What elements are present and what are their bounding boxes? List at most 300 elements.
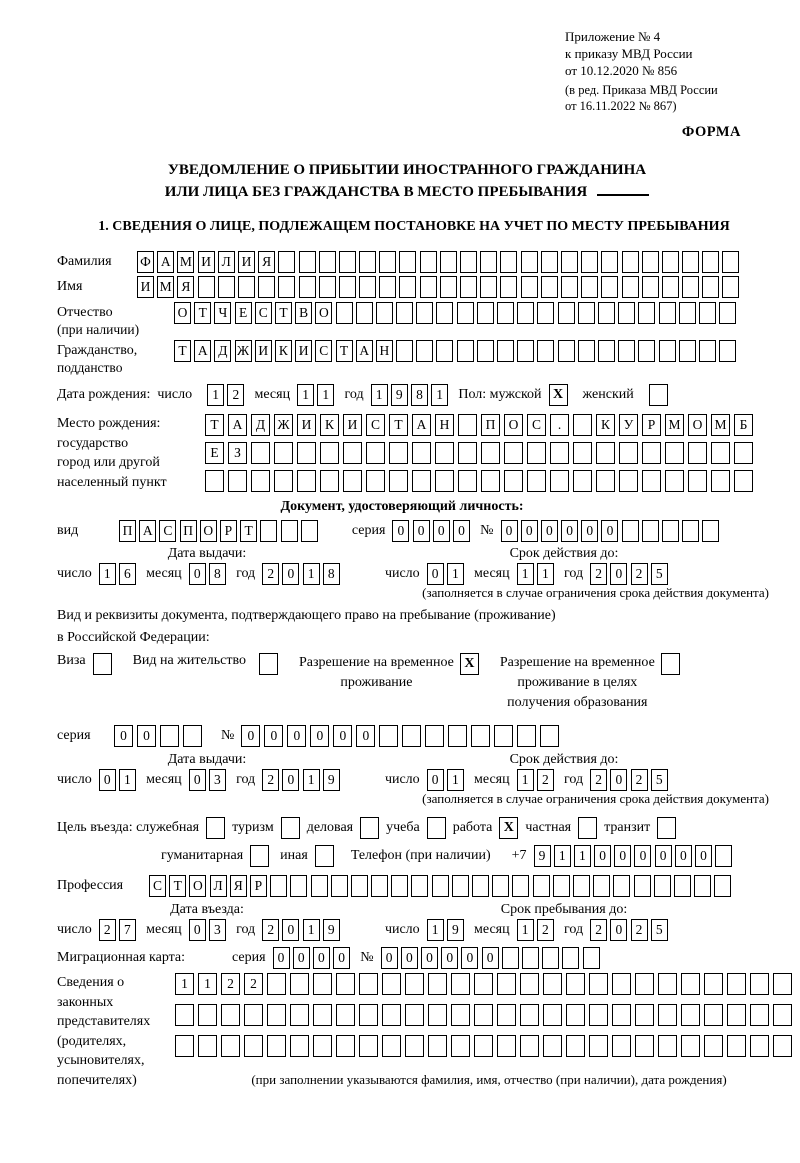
char-cell	[704, 1004, 723, 1026]
entry-year-cells	[262, 919, 343, 941]
char-cell	[702, 520, 719, 542]
char-cell	[504, 442, 523, 464]
permit-issue-month-cells	[189, 769, 229, 791]
char-cell	[596, 442, 615, 464]
char-cell: 0	[634, 845, 651, 867]
char-cell	[662, 276, 679, 298]
char-cell	[578, 340, 595, 362]
char-cell	[472, 875, 489, 897]
char-cell	[311, 875, 328, 897]
temp-residence-education-checkbox	[661, 653, 680, 675]
char-cell: А	[412, 414, 431, 436]
char-cell	[299, 251, 316, 273]
birth-month-cells	[297, 384, 337, 406]
char-cell	[581, 276, 598, 298]
char-cell	[175, 1035, 194, 1057]
char-cell	[704, 973, 723, 995]
char-cell: М	[711, 414, 730, 436]
char-cell	[359, 973, 378, 995]
valid-until-header: Срок действия до:	[509, 546, 619, 561]
char-cell: 0	[461, 947, 478, 969]
char-cell	[773, 1004, 792, 1026]
legal-rep-line3-cells	[175, 1035, 796, 1057]
purpose-business-label: деловая	[306, 820, 354, 835]
char-cell	[382, 1035, 401, 1057]
char-cell	[682, 276, 699, 298]
row-doc-dates-header	[57, 545, 796, 563]
char-cell: Ф	[137, 251, 154, 273]
row-permit-dates	[57, 769, 796, 791]
day-label: число	[57, 922, 92, 937]
char-cell	[734, 470, 753, 492]
phone-prefix: +7	[511, 848, 527, 863]
page-title-line1: УВЕДОМЛЕНИЕ О ПРИБЫТИИ ИНОСТРАННОГО ГРАЖДАНИНА	[167, 162, 647, 178]
char-cell	[537, 340, 554, 362]
char-cell	[399, 276, 416, 298]
label: получения образования	[507, 695, 648, 710]
char-cell: 0	[610, 563, 627, 585]
year-label: год	[236, 922, 256, 937]
char-cell	[679, 340, 696, 362]
char-cell: 1	[175, 973, 194, 995]
char-cell	[399, 251, 416, 273]
char-cell: П	[180, 520, 197, 542]
char-cell: О	[174, 302, 191, 324]
char-cell	[389, 442, 408, 464]
char-cell	[471, 725, 490, 747]
row-birthdate	[57, 384, 796, 406]
char-cell: 2	[590, 563, 607, 585]
title-blank-line	[597, 182, 649, 196]
char-cell	[359, 1004, 378, 1026]
char-cell: 8	[411, 384, 428, 406]
char-cell: 0	[601, 520, 618, 542]
char-cell: Ч	[214, 302, 231, 324]
char-cell	[665, 470, 684, 492]
char-cell: М	[177, 251, 194, 273]
year-label: год	[564, 772, 584, 787]
char-cell: А	[356, 340, 373, 362]
char-cell	[448, 725, 467, 747]
char-cell	[658, 1035, 677, 1057]
month-label: месяц	[474, 922, 510, 937]
char-cell: 5	[651, 769, 668, 791]
char-cell	[527, 442, 546, 464]
char-cell	[428, 973, 447, 995]
char-cell	[589, 973, 608, 995]
char-cell	[458, 470, 477, 492]
char-cell: 9	[447, 919, 464, 941]
char-cell	[635, 973, 654, 995]
char-cell	[474, 1004, 493, 1026]
char-cell	[198, 276, 215, 298]
char-cell: К	[275, 340, 292, 362]
char-cell: 9	[391, 384, 408, 406]
gender-male-checkbox: X	[549, 384, 568, 406]
char-cell: 0	[333, 947, 350, 969]
char-cell	[517, 725, 536, 747]
char-cell: И	[137, 276, 154, 298]
group-birthplace-rows	[205, 414, 764, 492]
label: Разрешение на временное	[499, 655, 655, 670]
char-cell	[457, 340, 474, 362]
issue-date-header: Дата выдачи:	[167, 752, 247, 767]
char-cell	[435, 442, 454, 464]
char-cell	[612, 973, 631, 995]
char-cell: З	[228, 442, 247, 464]
char-cell	[719, 340, 736, 362]
char-cell	[497, 1004, 516, 1026]
char-cell	[267, 1035, 286, 1057]
char-cell	[497, 1035, 516, 1057]
char-cell: Б	[734, 414, 753, 436]
char-cell	[543, 1035, 562, 1057]
temp-residence-checkbox: X	[460, 653, 479, 675]
char-cell: 1	[574, 845, 591, 867]
doc-valid-month-cells	[517, 563, 557, 585]
char-cell	[267, 973, 286, 995]
char-cell	[566, 1035, 585, 1057]
char-cell	[642, 470, 661, 492]
char-cell	[702, 276, 719, 298]
char-cell: 3	[209, 919, 226, 941]
char-cell: 0	[293, 947, 310, 969]
char-cell	[558, 340, 575, 362]
char-cell	[313, 973, 332, 995]
char-cell: 0	[282, 563, 299, 585]
char-cell	[688, 442, 707, 464]
char-cell	[727, 973, 746, 995]
char-cell	[702, 251, 719, 273]
row-entry-dates-header	[57, 901, 796, 919]
row-patronymic	[57, 302, 796, 324]
doc-valid-day-cells	[427, 563, 467, 585]
year-label: год	[564, 566, 584, 581]
char-cell: И	[343, 414, 362, 436]
char-cell	[694, 875, 711, 897]
group-legal-representatives-rows	[175, 973, 800, 1088]
char-cell: С	[255, 302, 272, 324]
stay-until-header: Срок пребывания до:	[500, 902, 628, 917]
char-cell: 0	[610, 769, 627, 791]
char-cell: А	[157, 251, 174, 273]
char-cell	[274, 470, 293, 492]
char-cell: 9	[323, 769, 340, 791]
char-cell: 1	[517, 563, 534, 585]
label: государство	[57, 435, 129, 451]
char-cell: О	[504, 414, 523, 436]
row-migration-card	[57, 947, 796, 969]
char-cell: 1	[317, 384, 334, 406]
stay-day-cells	[427, 919, 467, 941]
char-cell	[411, 875, 428, 897]
char-cell	[500, 276, 517, 298]
year-label: год	[564, 922, 584, 937]
section-1-heading: 1. СВЕДЕНИЯ О ЛИЦЕ, ПОДЛЕЖАЩЕМ ПОСТАНОВКЕ НА УЧЕТ ПО МЕСТУ ПРЕБЫВАНИЯ	[98, 219, 730, 234]
row-doc	[57, 520, 796, 542]
char-cell	[662, 520, 679, 542]
char-cell: Н	[435, 414, 454, 436]
char-cell: 0	[381, 947, 398, 969]
char-cell	[274, 442, 293, 464]
permit-series-cells	[114, 725, 206, 747]
patronymic-note: (при наличии)	[57, 322, 140, 337]
char-cell	[497, 973, 516, 995]
spacer	[486, 653, 500, 654]
entry-date-header: Дата въезда:	[170, 902, 244, 917]
stay-year-cells	[590, 919, 671, 941]
doc-series-label: серия	[351, 523, 386, 538]
spacer	[341, 856, 351, 857]
char-cell: 0	[282, 769, 299, 791]
char-cell	[379, 725, 398, 747]
char-cell	[319, 251, 336, 273]
char-cell	[432, 875, 449, 897]
char-cell	[658, 973, 677, 995]
char-cell	[278, 276, 295, 298]
char-cell	[238, 276, 255, 298]
row-entry-dates	[57, 919, 796, 941]
char-cell	[583, 947, 600, 969]
char-cell	[412, 442, 431, 464]
char-cell: 0	[333, 725, 352, 747]
char-cell: 0	[401, 947, 418, 969]
char-cell	[497, 302, 514, 324]
char-cell	[481, 442, 500, 464]
row-permit-dates-header	[57, 751, 796, 769]
gender-female-label: женский	[582, 387, 634, 402]
char-cell	[270, 875, 287, 897]
char-cell	[452, 875, 469, 897]
month-label: месяц	[254, 387, 291, 402]
char-cell	[521, 276, 538, 298]
doc-number-label: №	[480, 523, 494, 538]
char-cell	[521, 251, 538, 273]
char-cell	[435, 470, 454, 492]
char-cell: Н	[376, 340, 393, 362]
char-cell	[343, 442, 362, 464]
char-cell: 1	[517, 769, 534, 791]
birthplace-line2-cells	[205, 442, 757, 464]
residence-permit-label: Вид на жительство	[132, 653, 246, 668]
char-cell	[578, 302, 595, 324]
char-cell	[573, 875, 590, 897]
char-cell	[320, 470, 339, 492]
char-cell: 0	[453, 520, 470, 542]
legal-rep-line2-cells	[175, 1004, 796, 1026]
annex-revision-line: (в ред. Приказа МВД России	[565, 83, 718, 97]
char-cell	[517, 340, 534, 362]
char-cell: 5	[651, 919, 668, 941]
group-legal-representatives-labels	[57, 973, 175, 1090]
char-cell	[416, 340, 433, 362]
char-cell	[405, 1004, 424, 1026]
form-label: ФОРМА	[681, 124, 741, 140]
char-cell: Е	[235, 302, 252, 324]
group-birthplace-labels	[57, 414, 205, 492]
char-cell	[228, 470, 247, 492]
permit-valid-year-cells	[590, 769, 671, 791]
char-cell: И	[255, 340, 272, 362]
spacer	[328, 531, 352, 532]
permit-paragraph-line1: Вид и реквизиты документа, подтверждающего право на пребывание (проживание)	[57, 608, 556, 623]
char-cell	[297, 442, 316, 464]
char-cell	[336, 302, 353, 324]
char-cell	[336, 973, 355, 995]
char-cell	[642, 251, 659, 273]
char-cell	[366, 442, 385, 464]
char-cell: 6	[119, 563, 136, 585]
char-cell: 0	[287, 725, 306, 747]
issue-date-header: Дата выдачи:	[167, 546, 247, 561]
char-cell	[722, 276, 739, 298]
char-cell: 0	[614, 845, 631, 867]
char-cell: 0	[99, 769, 116, 791]
char-cell	[281, 520, 298, 542]
char-cell	[750, 1035, 769, 1057]
char-cell	[773, 973, 792, 995]
char-cell	[359, 1035, 378, 1057]
annex-header	[565, 28, 796, 114]
surname-label: Фамилия	[57, 254, 112, 269]
row-doc-heading	[57, 496, 796, 518]
char-cell	[313, 1035, 332, 1057]
char-cell: 2	[631, 919, 648, 941]
char-cell: .	[550, 414, 569, 436]
label: Разрешение на временное	[298, 655, 454, 670]
char-cell: К	[320, 414, 339, 436]
char-cell: 2	[262, 919, 279, 941]
char-cell	[436, 340, 453, 362]
migration-number-label: №	[360, 950, 374, 965]
char-cell: О	[688, 414, 707, 436]
char-cell: В	[295, 302, 312, 324]
char-cell	[382, 1004, 401, 1026]
spacer	[641, 395, 649, 396]
char-cell	[533, 875, 550, 897]
char-cell	[183, 725, 202, 747]
char-cell: С	[149, 875, 166, 897]
char-cell: Р	[250, 875, 267, 897]
char-cell	[339, 276, 356, 298]
char-cell	[379, 251, 396, 273]
char-cell	[550, 442, 569, 464]
day-label: число	[384, 772, 420, 787]
char-cell	[593, 875, 610, 897]
char-cell: Д	[214, 340, 231, 362]
char-cell	[727, 1004, 746, 1026]
char-cell: 2	[262, 563, 279, 585]
migration-series-cells	[273, 947, 354, 969]
char-cell	[320, 442, 339, 464]
char-cell	[658, 1004, 677, 1026]
purpose-business-checkbox	[360, 817, 379, 839]
purpose-tourism-checkbox	[281, 817, 300, 839]
char-cell	[598, 302, 615, 324]
char-cell	[750, 973, 769, 995]
doc-number-cells	[501, 520, 723, 542]
permit-valid-day-cells	[427, 769, 467, 791]
char-cell: Л	[210, 875, 227, 897]
char-cell: 0	[561, 520, 578, 542]
char-cell: 0	[421, 947, 438, 969]
char-cell	[458, 442, 477, 464]
char-cell	[301, 520, 318, 542]
annex-line: к приказу МВД России	[565, 46, 693, 61]
char-cell: 1	[99, 563, 116, 585]
char-cell	[290, 1004, 309, 1026]
char-cell: 1	[447, 769, 464, 791]
char-cell	[299, 276, 316, 298]
char-cell	[618, 302, 635, 324]
char-cell	[477, 302, 494, 324]
residence-permit-checkbox	[259, 653, 278, 675]
char-cell	[541, 276, 558, 298]
patronymic-cells	[174, 302, 739, 324]
char-cell: А	[194, 340, 211, 362]
purpose-study-label: учеба	[386, 820, 420, 835]
char-cell	[451, 1004, 470, 1026]
char-cell: 2	[99, 919, 116, 941]
char-cell: 1	[517, 919, 534, 941]
char-cell	[553, 875, 570, 897]
row-permit-serial	[57, 725, 796, 747]
char-cell	[343, 470, 362, 492]
char-cell: 2	[631, 769, 648, 791]
char-cell	[500, 251, 517, 273]
char-cell	[396, 340, 413, 362]
row-purpose-2	[161, 845, 796, 867]
permit-number-cells	[241, 725, 563, 747]
char-cell: 5	[651, 563, 668, 585]
char-cell: 0	[433, 520, 450, 542]
label: (родителях,	[57, 1033, 127, 1049]
char-cell	[339, 251, 356, 273]
char-cell	[642, 520, 659, 542]
char-cell	[612, 1004, 631, 1026]
char-cell	[258, 276, 275, 298]
char-cell: 0	[655, 845, 672, 867]
char-cell: 1	[198, 973, 217, 995]
purpose-other-checkbox	[315, 845, 334, 867]
char-cell: Т	[336, 340, 353, 362]
char-cell: 9	[534, 845, 551, 867]
spacer	[575, 395, 583, 396]
spacer	[350, 574, 385, 575]
char-cell: Р	[642, 414, 661, 436]
purpose-work-label: работа	[452, 820, 493, 835]
char-cell	[537, 302, 554, 324]
char-cell	[359, 251, 376, 273]
char-cell: Я	[230, 875, 247, 897]
citizenship-note: подданство	[57, 360, 123, 375]
char-cell: 0	[427, 563, 444, 585]
char-cell	[458, 414, 477, 436]
annex-line: Приложение № 4	[565, 29, 661, 44]
char-cell	[356, 302, 373, 324]
month-label: месяц	[474, 772, 510, 787]
char-cell: 0	[521, 520, 538, 542]
char-cell	[543, 973, 562, 995]
char-cell	[714, 875, 731, 897]
char-cell: 1	[371, 384, 388, 406]
phone-label: Телефон (при наличии)	[350, 848, 491, 863]
char-cell	[566, 973, 585, 995]
char-cell	[722, 251, 739, 273]
char-cell	[622, 520, 639, 542]
group-birthplace	[57, 414, 796, 492]
profession-cells	[149, 875, 734, 897]
